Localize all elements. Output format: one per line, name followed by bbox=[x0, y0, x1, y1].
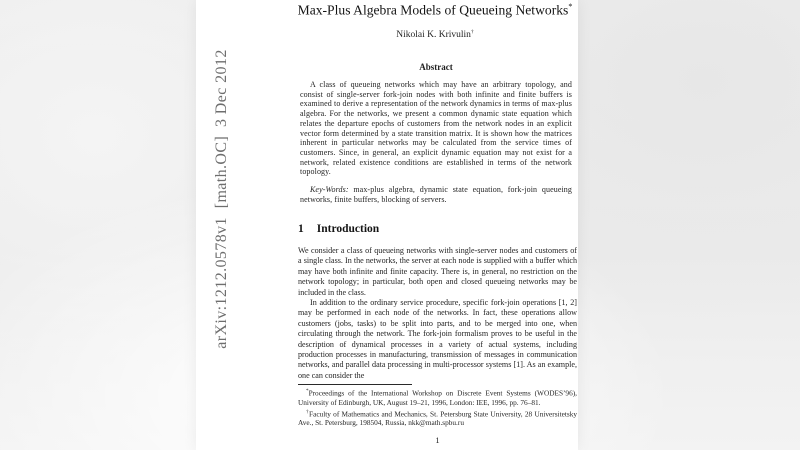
intro-paragraph-2: In addition to the ordinary service procedure, specific fork-join operations [1, 2] may be performed in each node of the networks. In fact, these operations allow customers (jobs, tasks) to be split into parts, and to be merged into one, when circulating through the network. The fork-join formalism proves to be useful in the description of dynamical processes in a variety of actual systems, including production processes in manufacturing, transmission of messages in communication networks, and parallel data processing in multi-processor systems [1]. As an example, one can consider the bbox=[298, 298, 577, 380]
author-footnote-mark: † bbox=[470, 28, 474, 35]
keywords-text: max-plus algebra, dynamic state equation, fork-join queueing networks, finite buffers, blocking of servers. bbox=[300, 185, 572, 204]
paper-title bbox=[292, 2, 578, 19]
abstract-text: A class of queueing networks which may have an arbitrary topology, and consist of single-server fork-join nodes with both infinite and finite buffers is examined to derive a representation of the network dynamics in terms of max-plus algebra. For the networks, we present a common dynamic state equation which relates the departure epochs of customers from the network nodes in an explicit vector form determined by a state transition matrix. It is shown how the matrices inherent in particular networks may be calculated from the service times of customers. Since, in general, an explicit dynamic equation may not exist for a network, related existence conditions are established in terms of the network topology. bbox=[300, 80, 572, 177]
title-footnote-mark: * bbox=[568, 2, 573, 11]
author-line bbox=[292, 29, 578, 40]
footnote-1 bbox=[298, 387, 577, 407]
footnote-2 bbox=[298, 408, 577, 428]
paper-title-text: Max-Plus Algebra Models of Queueing Networks bbox=[297, 2, 569, 18]
abstract-block bbox=[300, 62, 572, 204]
title-block bbox=[292, 2, 578, 40]
footnote-1-text: Proceedings of the International Workshop on Discrete Event Systems (WODES’96), University of Edinburgh, UK, August 19–21, 1996, London: IEE, 1996, pp. 76–81. bbox=[298, 388, 577, 408]
keywords-label: Key-Words: bbox=[310, 185, 349, 195]
author-name: Nikolai K. Krivulin bbox=[396, 29, 471, 40]
footnote-1-mark: * bbox=[306, 388, 309, 395]
abstract-heading: Abstract bbox=[419, 62, 453, 72]
section-title: Introduction bbox=[316, 223, 380, 235]
intro-paragraph-1: We consider a class of queueing networks with single-server nodes and customers of a single class. In the networks, the server at each node is supplied with a buffer which may have both infinite and finite capacity. There is, in general, no restriction on the network topology; in particular, both open and closed queueing networks may be included in the class. bbox=[298, 246, 577, 297]
section-number: 1 bbox=[298, 223, 304, 235]
page-number: 1 bbox=[435, 435, 440, 445]
footnote-rule bbox=[298, 384, 412, 385]
keywords-line bbox=[300, 185, 572, 204]
footnotes bbox=[298, 387, 577, 427]
introduction-body bbox=[298, 246, 577, 428]
arxiv-stamp-text: arXiv:1212.0578v1 [math.OC] 3 Dec 2012 bbox=[213, 49, 230, 349]
footnote-2-mark: † bbox=[306, 408, 310, 415]
section-heading bbox=[298, 223, 577, 235]
paper-page bbox=[196, 0, 578, 450]
footnote-2-text: Faculty of Mathematics and Mechanics, St. Petersburg State University, 28 Universitetsky Ave., St. Petersburg, 198504, Russia, nkk@math.spbu.ru bbox=[298, 408, 577, 428]
